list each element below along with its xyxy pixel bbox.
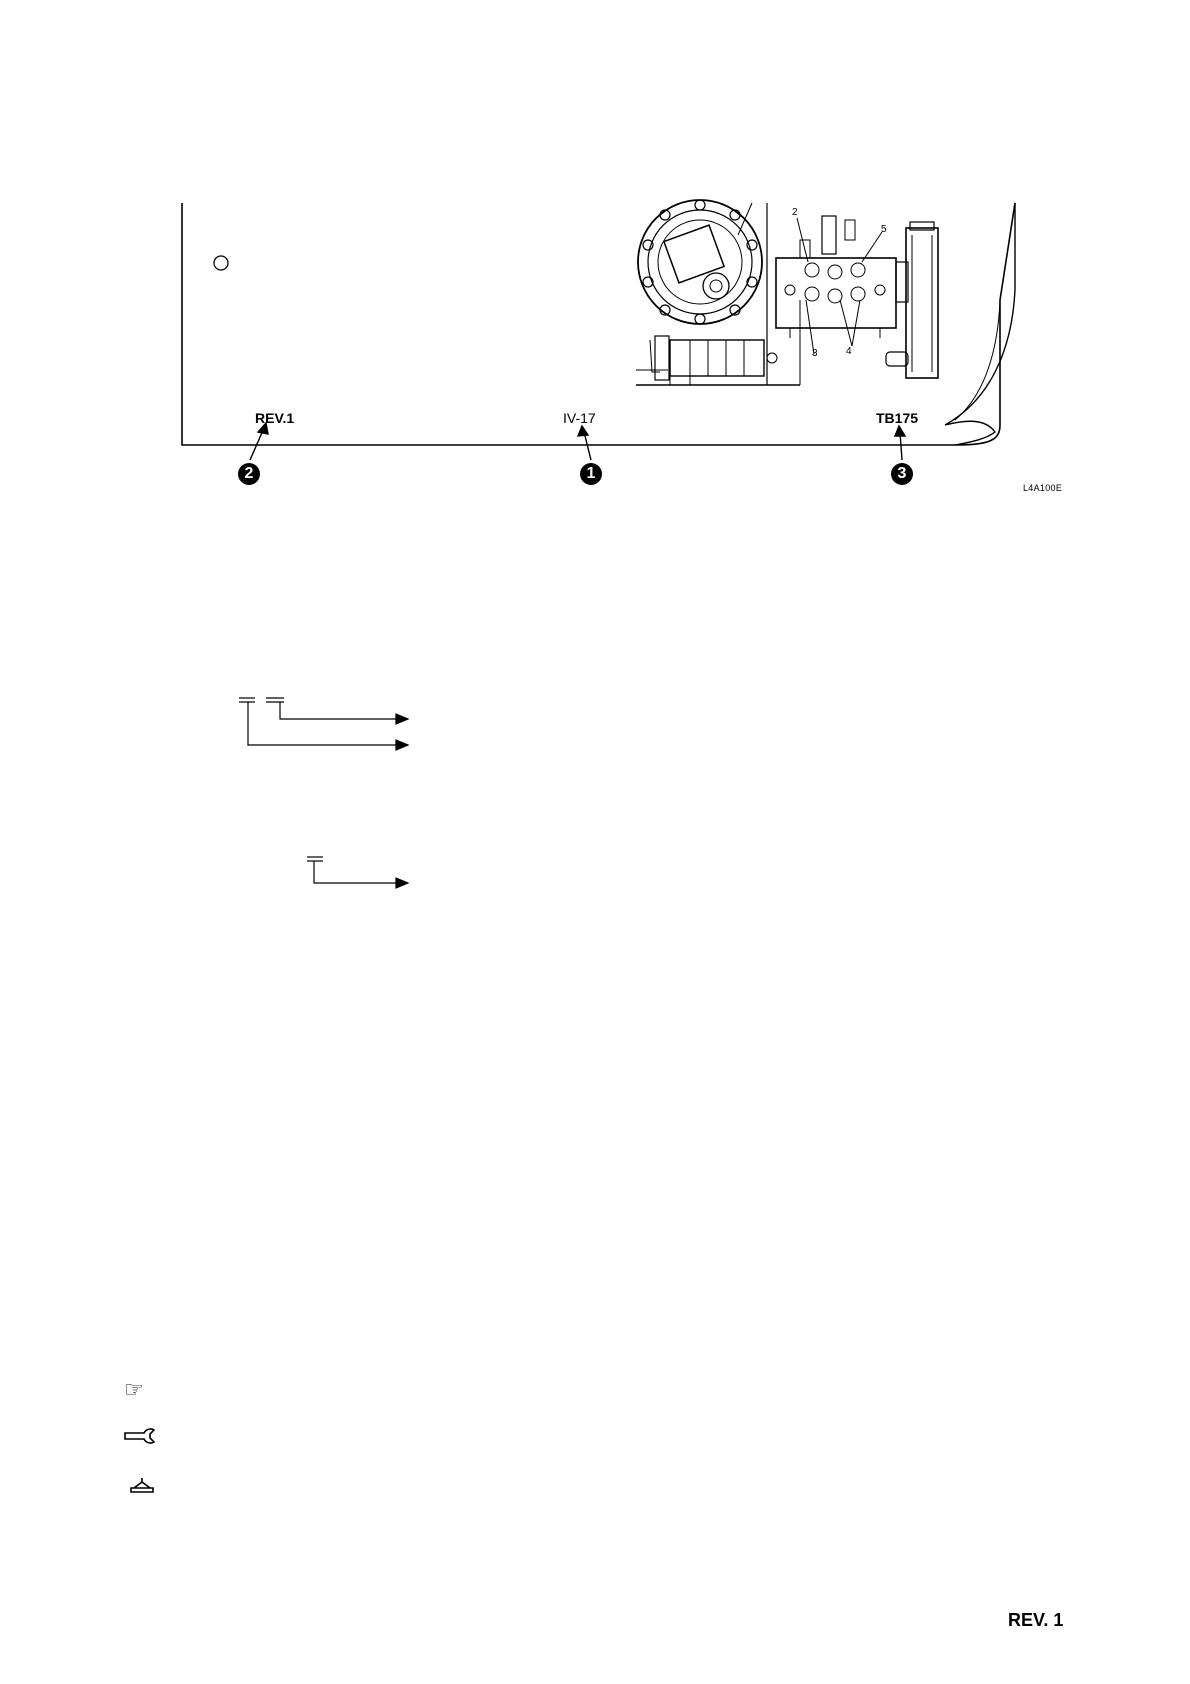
callout-arrows [250,423,905,460]
part-number: 3 [812,348,818,359]
machine-drawing [636,200,938,385]
part-number: 2 [792,207,798,218]
page-curl [945,203,1015,445]
wrench-icon [124,1426,160,1450]
special-tool-icon [129,1477,155,1499]
page-label-model: TB175 [876,410,919,426]
binder-hole [214,256,228,270]
footer-revision: REV. 1 [1008,1610,1064,1630]
pointing-hand-icon: ☞ [124,1377,144,1402]
figure-code: L4A100E [1023,483,1063,493]
part-number: 5 [881,224,887,235]
page-label-page-number: IV-17 [563,410,596,426]
callout-badge: 3 [891,463,913,485]
callout-badge: 2 [238,463,260,485]
callout-badge: 1 [580,463,602,485]
part-number: 4 [846,346,852,357]
page-label-revision: REV.1 [255,410,295,426]
bracket-diagram-1 [239,698,408,750]
bracket-diagram-2 [307,857,408,888]
page-outline [182,203,1015,445]
